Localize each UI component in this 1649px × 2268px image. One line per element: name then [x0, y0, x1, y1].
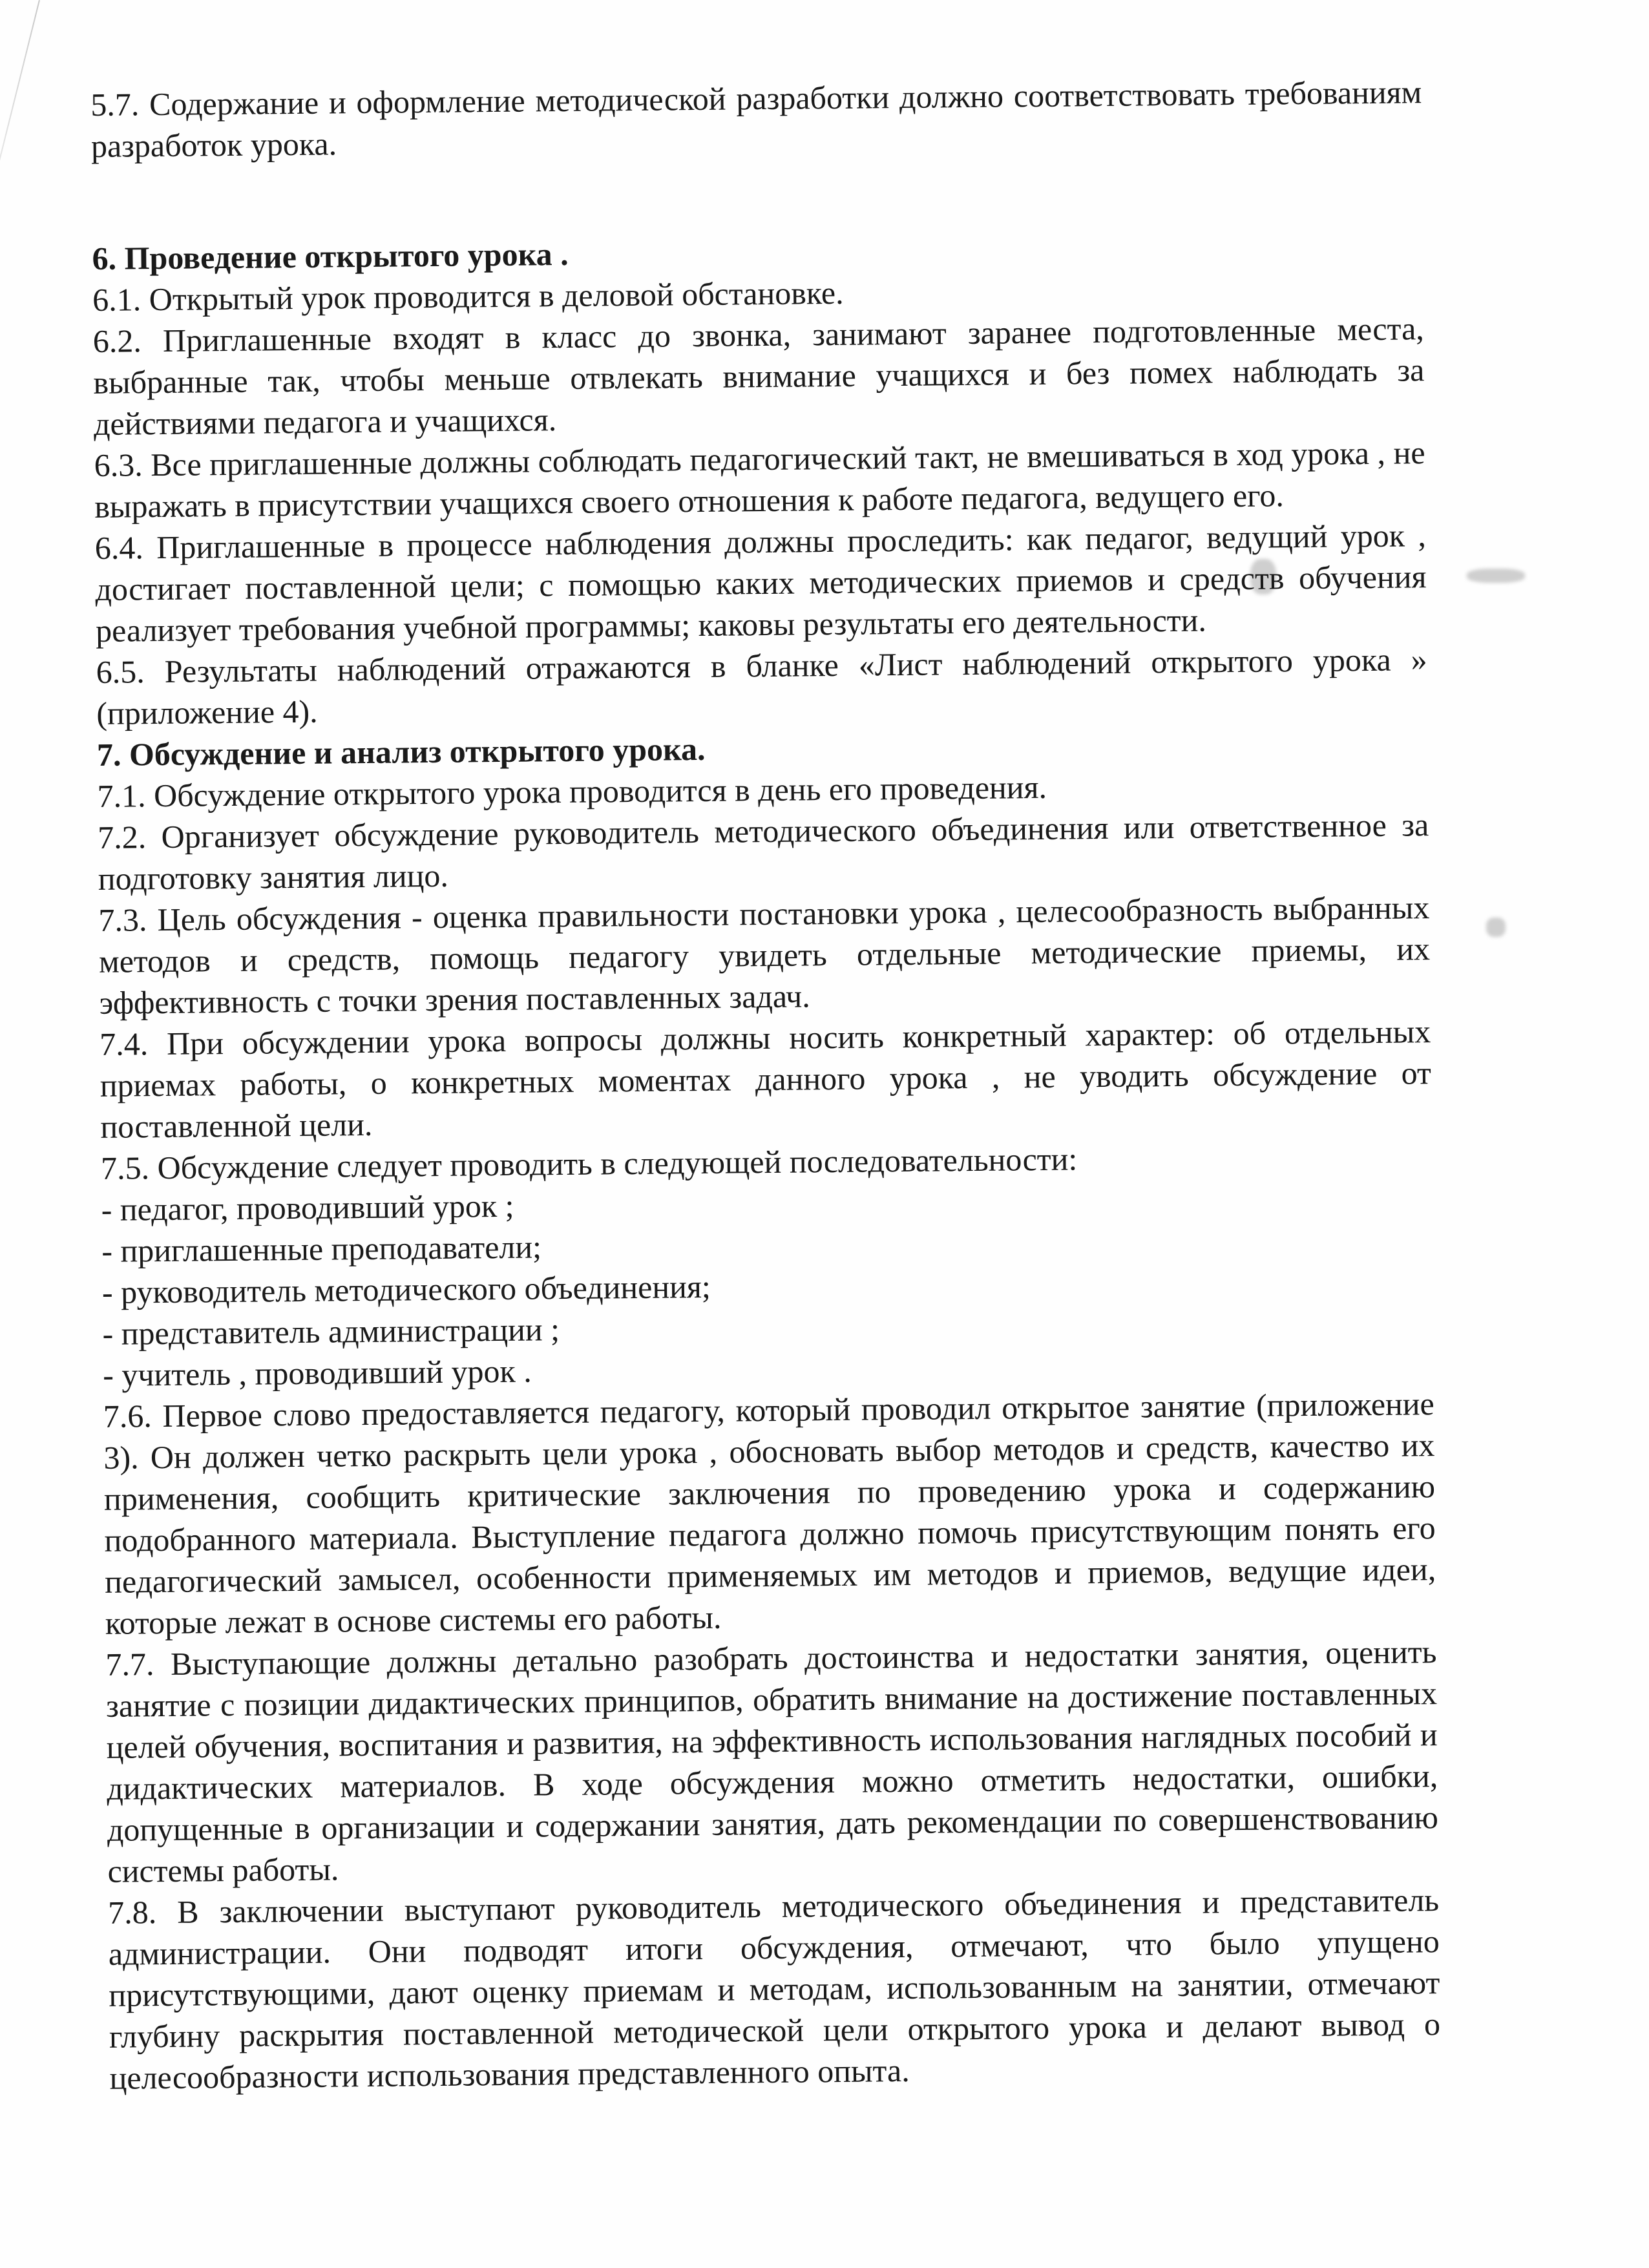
paragraph-7-5: 7.5. Обсуждение следует проводить в следующей последовательности: — [100, 1140, 1078, 1186]
paragraph-6-4: 6.4. Приглашенные в процессе наблюдения должны проследить: как педагог, ведущий урок , достигает поставленной цели; с помощью каких методических приемов и средств обучения реализует требования учебной программы; каковы результаты его деятельности. — [94, 517, 1427, 649]
paragraph-6-2: 6.2. Приглашенные входят в класс до звонка, занимают заранее подготовленные места, выбранные так, чтобы меньше отвлекать внимание учащихся и без помех наблюдать за действиями педагога и учащихся. — [92, 310, 1425, 442]
scan-smudge — [1467, 569, 1525, 583]
paragraph-6-1: 6.1. Открытый урок проводится в деловой обстановке. — [92, 274, 844, 318]
paragraph-7-3: 7.3. Цель обсуждения - оценка правильности постановки урока , целесообразность выбранных методов и средств, помощь педагогу увидеть отдельные методические приемы, их эффективность с точки зрения поставленных задач. — [98, 889, 1431, 1021]
paragraph-7-8: 7.8. В заключении выступают руководитель методического объединения и представитель администрации. Они подводят итоги обсуждения, отмечают, что было упущено присутствующими, дают оценку приемам и методам, использованным на занятии, отмечают глубину раскрытия поставленной методической цели открытого урока и делают вывод о целесообразности использования представленного опыта. — [107, 1882, 1441, 2096]
paragraph-7-6: 7.6. Первое слово предоставляется педагогу, который проводил открытое занятие (приложение 3). Он должен четко раскрыть цели урока , обосновать выбор методов и средств, качество их применения, сообщить критические заключения по проведению урока и содержанию подобранного материала. Выступление педагога должно помочь присутствующим понять его педагогический замысел, особенности применяемых им методов и приемов, ведущие идеи, которые лежат в основе системы его работы. — [103, 1385, 1436, 1641]
page-fold-mark — [0, 0, 40, 238]
paragraph-7-4: 7.4. При обсуждении урока вопросы должны носить конкретный характер: об отдельных приемах работы, о конкретных моментах данного урока , не уводить обсуждение от поставленной цели. — [99, 1013, 1432, 1145]
sequence-list-item: - учитель , проводивший урок . — [102, 1352, 532, 1393]
paragraph-6-5: 6.5. Результаты наблюдений отражаются в бланке «Лист наблюдений открытого урока » (приложение 4). — [96, 641, 1427, 731]
paragraph-5-7: 5.7. Содержание и оформление методической разработки должно соответствовать требованиям разработок урока. — [90, 74, 1422, 164]
sequence-list-item: - представитель администрации ; — [102, 1311, 560, 1352]
paragraph-7-7: 7.7. Выступающие должны детально разобрать достоинства и недостатки занятия, оценить занятие с позиции дидактических принципов, обратить внимание на достижение поставленных целей обучения, воспитания и развития, на эффективность использования наглядных пособий и дидактических материалов. В ходе обсуждения можно отметить недостатки, ошибки, допущенные в организации и содержании занятия, дать рекомендации по совершенствованию системы работы. — [105, 1633, 1439, 1889]
paragraph-6-3: 6.3. Все приглашенные должны соблюдать педагогический такт, не вмешиваться в ход урока , не выражать в присутствии учащихся своего отношения к работе педагога, ведущего его. — [94, 434, 1425, 525]
paragraph-7-2: 7.2. Организует обсуждение руководитель методического объединения или ответственное за подготовку занятия лицо. — [97, 806, 1429, 897]
section-7-heading: 7. Обсуждение и анализ открытого урока. — [96, 730, 706, 773]
scan-smudge — [1486, 918, 1506, 937]
sequence-list-item: - педагог, проводивший урок ; — [101, 1187, 514, 1228]
sequence-list-item: - приглашенные преподаватели; — [101, 1228, 542, 1269]
paragraph-7-1: 7.1. Обсуждение открытого урока проводится в день его проведения. — [97, 768, 1047, 814]
spacer — [91, 154, 1423, 238]
document-body — [90, 71, 1441, 2099]
section-6-heading: 6. Проведение открытого урока . — [92, 235, 569, 277]
sequence-list-item: - руководитель методического объединения; — [101, 1268, 711, 1310]
